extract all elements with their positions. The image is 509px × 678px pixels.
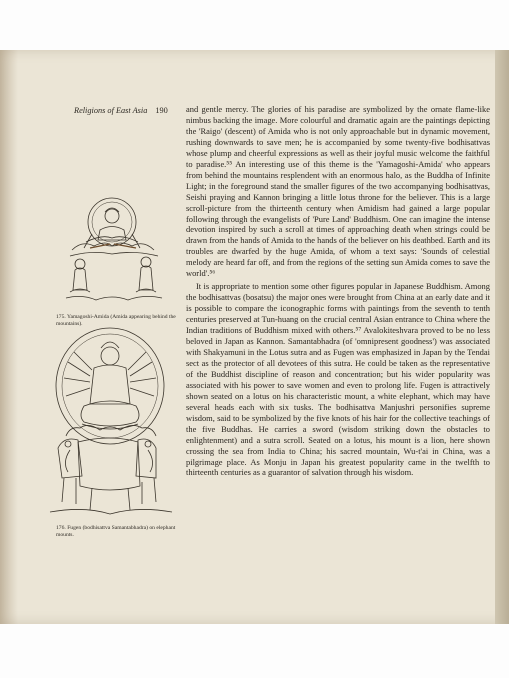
facing-page-edge — [495, 50, 509, 624]
paragraph: It is appropriate to mention some other figures popular in Japanese Buddhism. Among the bodhisattvas (bosatsu) the major ones were brought from China at an early date and it is possible to compare the iconographic forms with paintings from the seventh to tenth centuries preserved at Tun-huang on the crucial central Asian entrance to China where the Indian traditions of Buddhism mixed with others.⁵⁷ Avalokiteshvara proved to be no less beloved in Japan as Kannon. Samantabhadra (of 'omnipresent goodness') was associated with Shakyamuni in the Lotus sutra and as Fugen was emphasized in Japan by the Tendai sect as the protector of all devotees of this sutra. He could be taken as the representative of the Buddhist discipline of reason and concentration; but his wider popularity was associated with his power to save women and even to prolong life. Fugen is attractively shown seated on a lotus on his characteristic mount, a white elephant, which may have several heads each with six tusks. The bodhisattva Manjushri personifies supreme wisdom, said to be symbolized by the five knots of his hair for the collective teachings of the five Buddhas. He carries a sword (wisdom striking down the obstacles to enlightenment) and a sutra scroll. Seated on a lotus, his mount is a lion, here shown crossing the sea from India to China; his sacred mountain, Wu-t'ai in China, was a pilgrimage place. As Monju in Japan his greatest popularity came in the twelfth to thirteenth centuries as a guarantor of salvation through his wisdom. — [186, 281, 490, 478]
paragraph: and gentle mercy. The glories of his paradise are symbolized by the ornate flame-like nimbus backing the image. More colourful and dramatic again are the paintings depicting the 'Raigo' (descent) of Amida who is not only approachable but in dynamic movement, rushing downwards to save men; he is accompanied by some twenty-five bodhisattvas whose plump and cheerful expressions as well as their joyful music welcome the faithful to paradise.⁵⁵ An interesting use of this theme is the 'Yamagoshi-Amida' who appears from behind the mountains resplendent with an enormous halo, as the Buddha of Infinite Light; in the foreground stand the smaller figures of the two accompanying bodhisattvas, Seishi praying and Kannon bringing a little lotus throne for the believer. This is a large scroll-picture from the thirteenth century when Amidism had gained a large popular following through the evangelists of 'Pure Land' Buddhism. One can imagine the intense devotion inspired by such a scroll at times of approaching death when strings could be drawn from the hands of Amida to the hands of the believer on his deathbed. Earth and its troubles are dwarfed by the huge Amida, of whom a text says: 'Sounds of celestial melody are heard far off, and from the regions of the setting sun Amida comes to save the world'.⁵⁶ — [186, 104, 490, 279]
figure-caption: 176. Fugen (bodhisattva Samantabhadra) on elephant mounts. — [56, 525, 176, 538]
running-title: Religions of East Asia — [74, 106, 148, 115]
figure-yamagoshi-amida — [62, 190, 172, 308]
main-text — [186, 104, 490, 480]
figure-fugen-on-elephant — [44, 326, 178, 522]
figure-caption: 175. Yamagoshi-Amida (Amida appearing behind the mountains). — [56, 314, 176, 327]
running-header — [74, 106, 168, 115]
page-number: 190 — [155, 106, 168, 115]
gutter-shadow — [0, 50, 18, 624]
